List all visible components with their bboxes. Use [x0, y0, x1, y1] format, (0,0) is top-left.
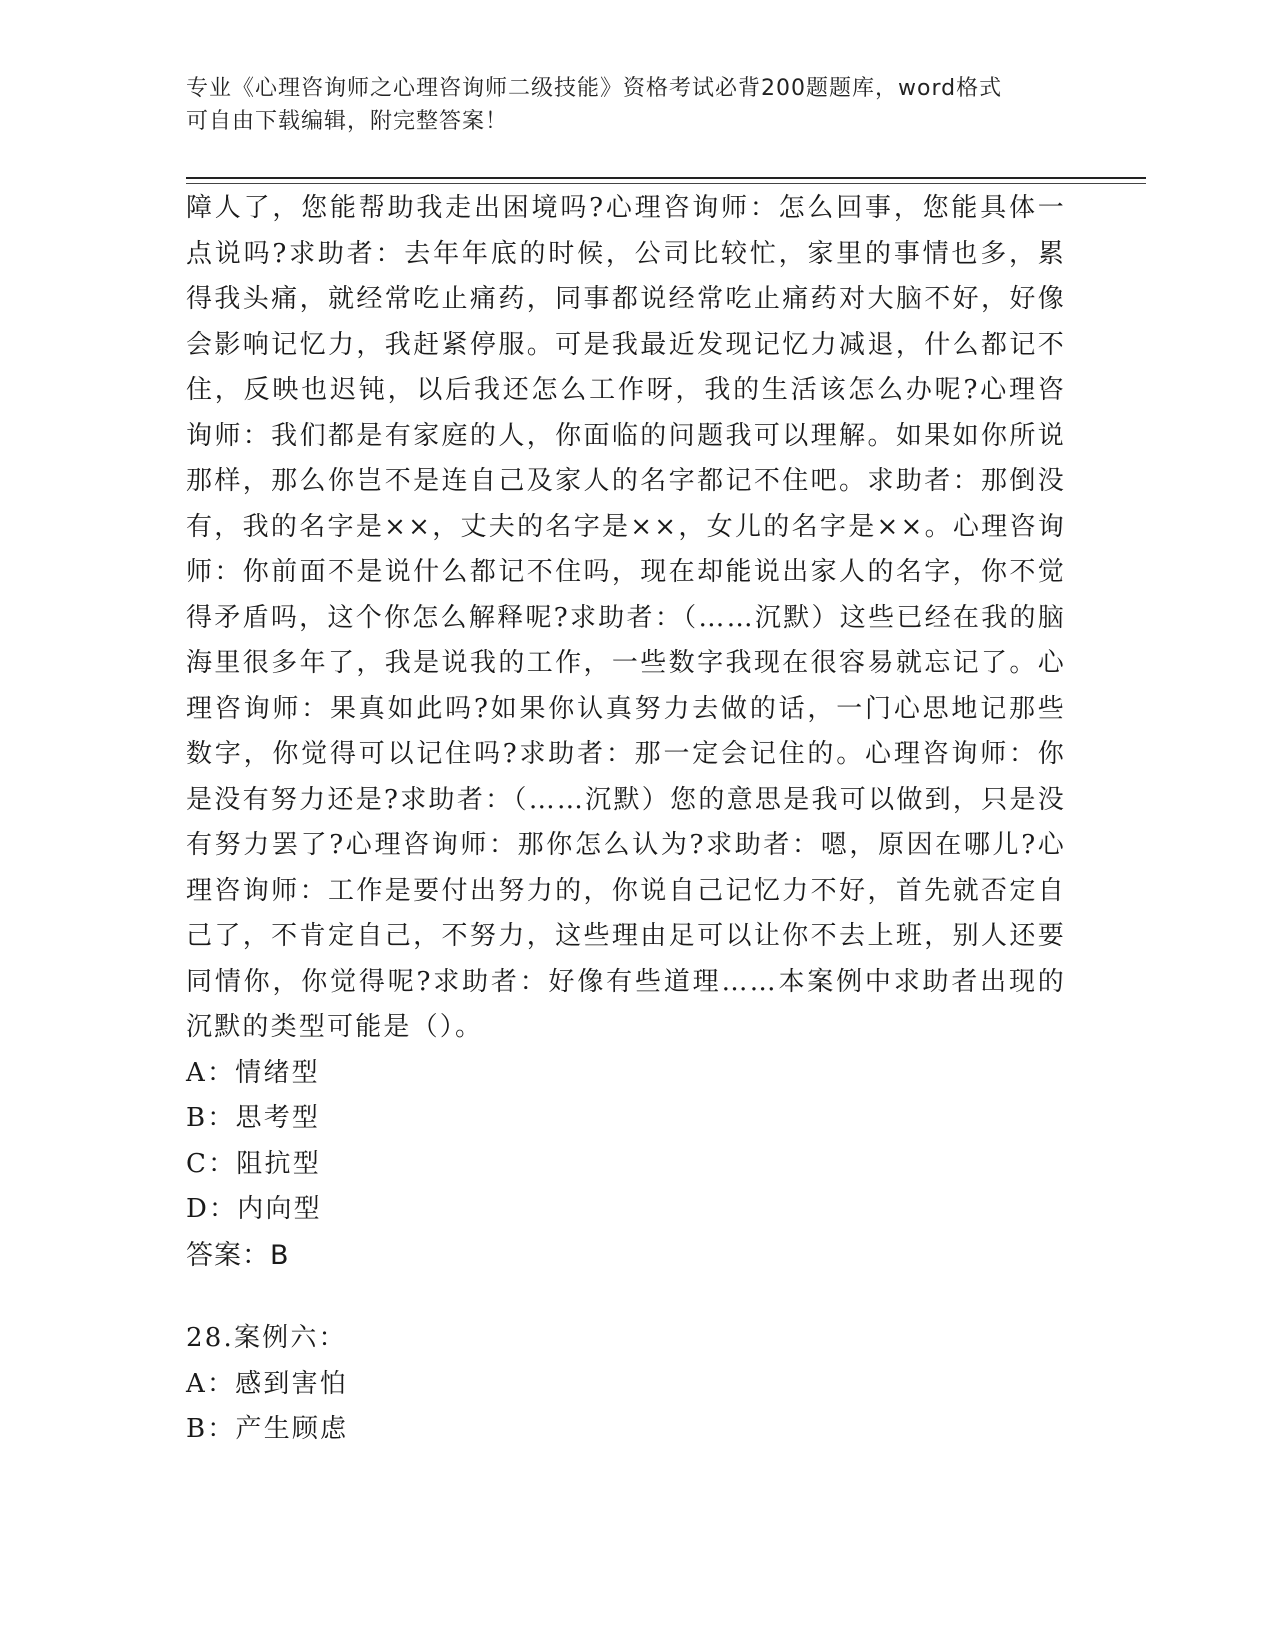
header-divider-thick	[186, 177, 1146, 179]
option-c: C：阻抗型	[186, 1148, 321, 1179]
option-d: D：内向型	[186, 1194, 322, 1224]
answer-line: 答案：B	[186, 1239, 290, 1271]
question-passage: 障人了，您能帮助我走出困境吗?心理咨询师：怎么回事，您能具体一点说吗?求助者：去年年底的时候，公司比较忙，家里的事情也多，累得我头痛，就经常吃止痛药，同事都说经常吃止痛药对大脑不好，好像会影响记忆力，我赶紧停服。可是我最近发现记忆力减退，什么都记不住，反映也迟钝，以后我还怎么工作呀，我的生活该怎么办呢?心理咨询师：我们都是有家庭的人，你面临的问题我可以理解。如果如你所说那样，那么你岂不是连自己及家人的名字都记不住吧。求助者：那倒没有，我的名字是××，丈夫的名字是××，女儿的名字是××。心理咨询师：你前面不是说什么都记不住吗，现在却能说出家人的名字，你不觉得矛盾吗，这个你怎么解释呢?求助者：（……沉默）这些已经在我的脑海里很多年了，我是说我的工作，一些数字我现在很容易就忘记了。心理咨询师：果真如此吗?如果你认真努力去做的话，一门心思地记那些数字，你觉得可以记住吗?求助者：那一定会记住的。心理咨询师：你是没有努力还是?求助者：（……沉默）您的意思是我可以做到，只是没有努力罢了?心理咨询师：那你怎么认为?求助者：嗯，原因在哪儿?心理咨询师：工作是要付出努力的，你说自己记忆力不好，首先就否定自己了，不肯定自己，不努力，这些理由足可以让你不去上班，别人还要同情你，你觉得呢?求助者：好像有些道理……本案例中求助者出现的沉默的类型可能是（）。	[186, 193, 1066, 1042]
option-b: B：思考型	[186, 1103, 321, 1133]
option-list	[186, 1051, 1066, 1233]
option-list-2	[186, 1362, 1066, 1453]
question-spacer	[186, 1278, 1066, 1316]
document-body	[186, 186, 1066, 1453]
header-line-2: 可自由下载编辑，附完整答案！	[186, 109, 509, 134]
option-a: A：情绪型	[186, 1057, 320, 1088]
header-line-1: 专业《心理咨询师之心理咨询师二级技能》资格考试必背200题题库，word格式	[186, 76, 1003, 101]
option-b: B：产生顾虑	[186, 1414, 349, 1444]
question-title: 28.案例六：	[186, 1323, 347, 1353]
option-a: A：感到害怕	[186, 1368, 348, 1399]
page-header	[186, 72, 1066, 138]
header-divider-thin	[186, 183, 1146, 184]
